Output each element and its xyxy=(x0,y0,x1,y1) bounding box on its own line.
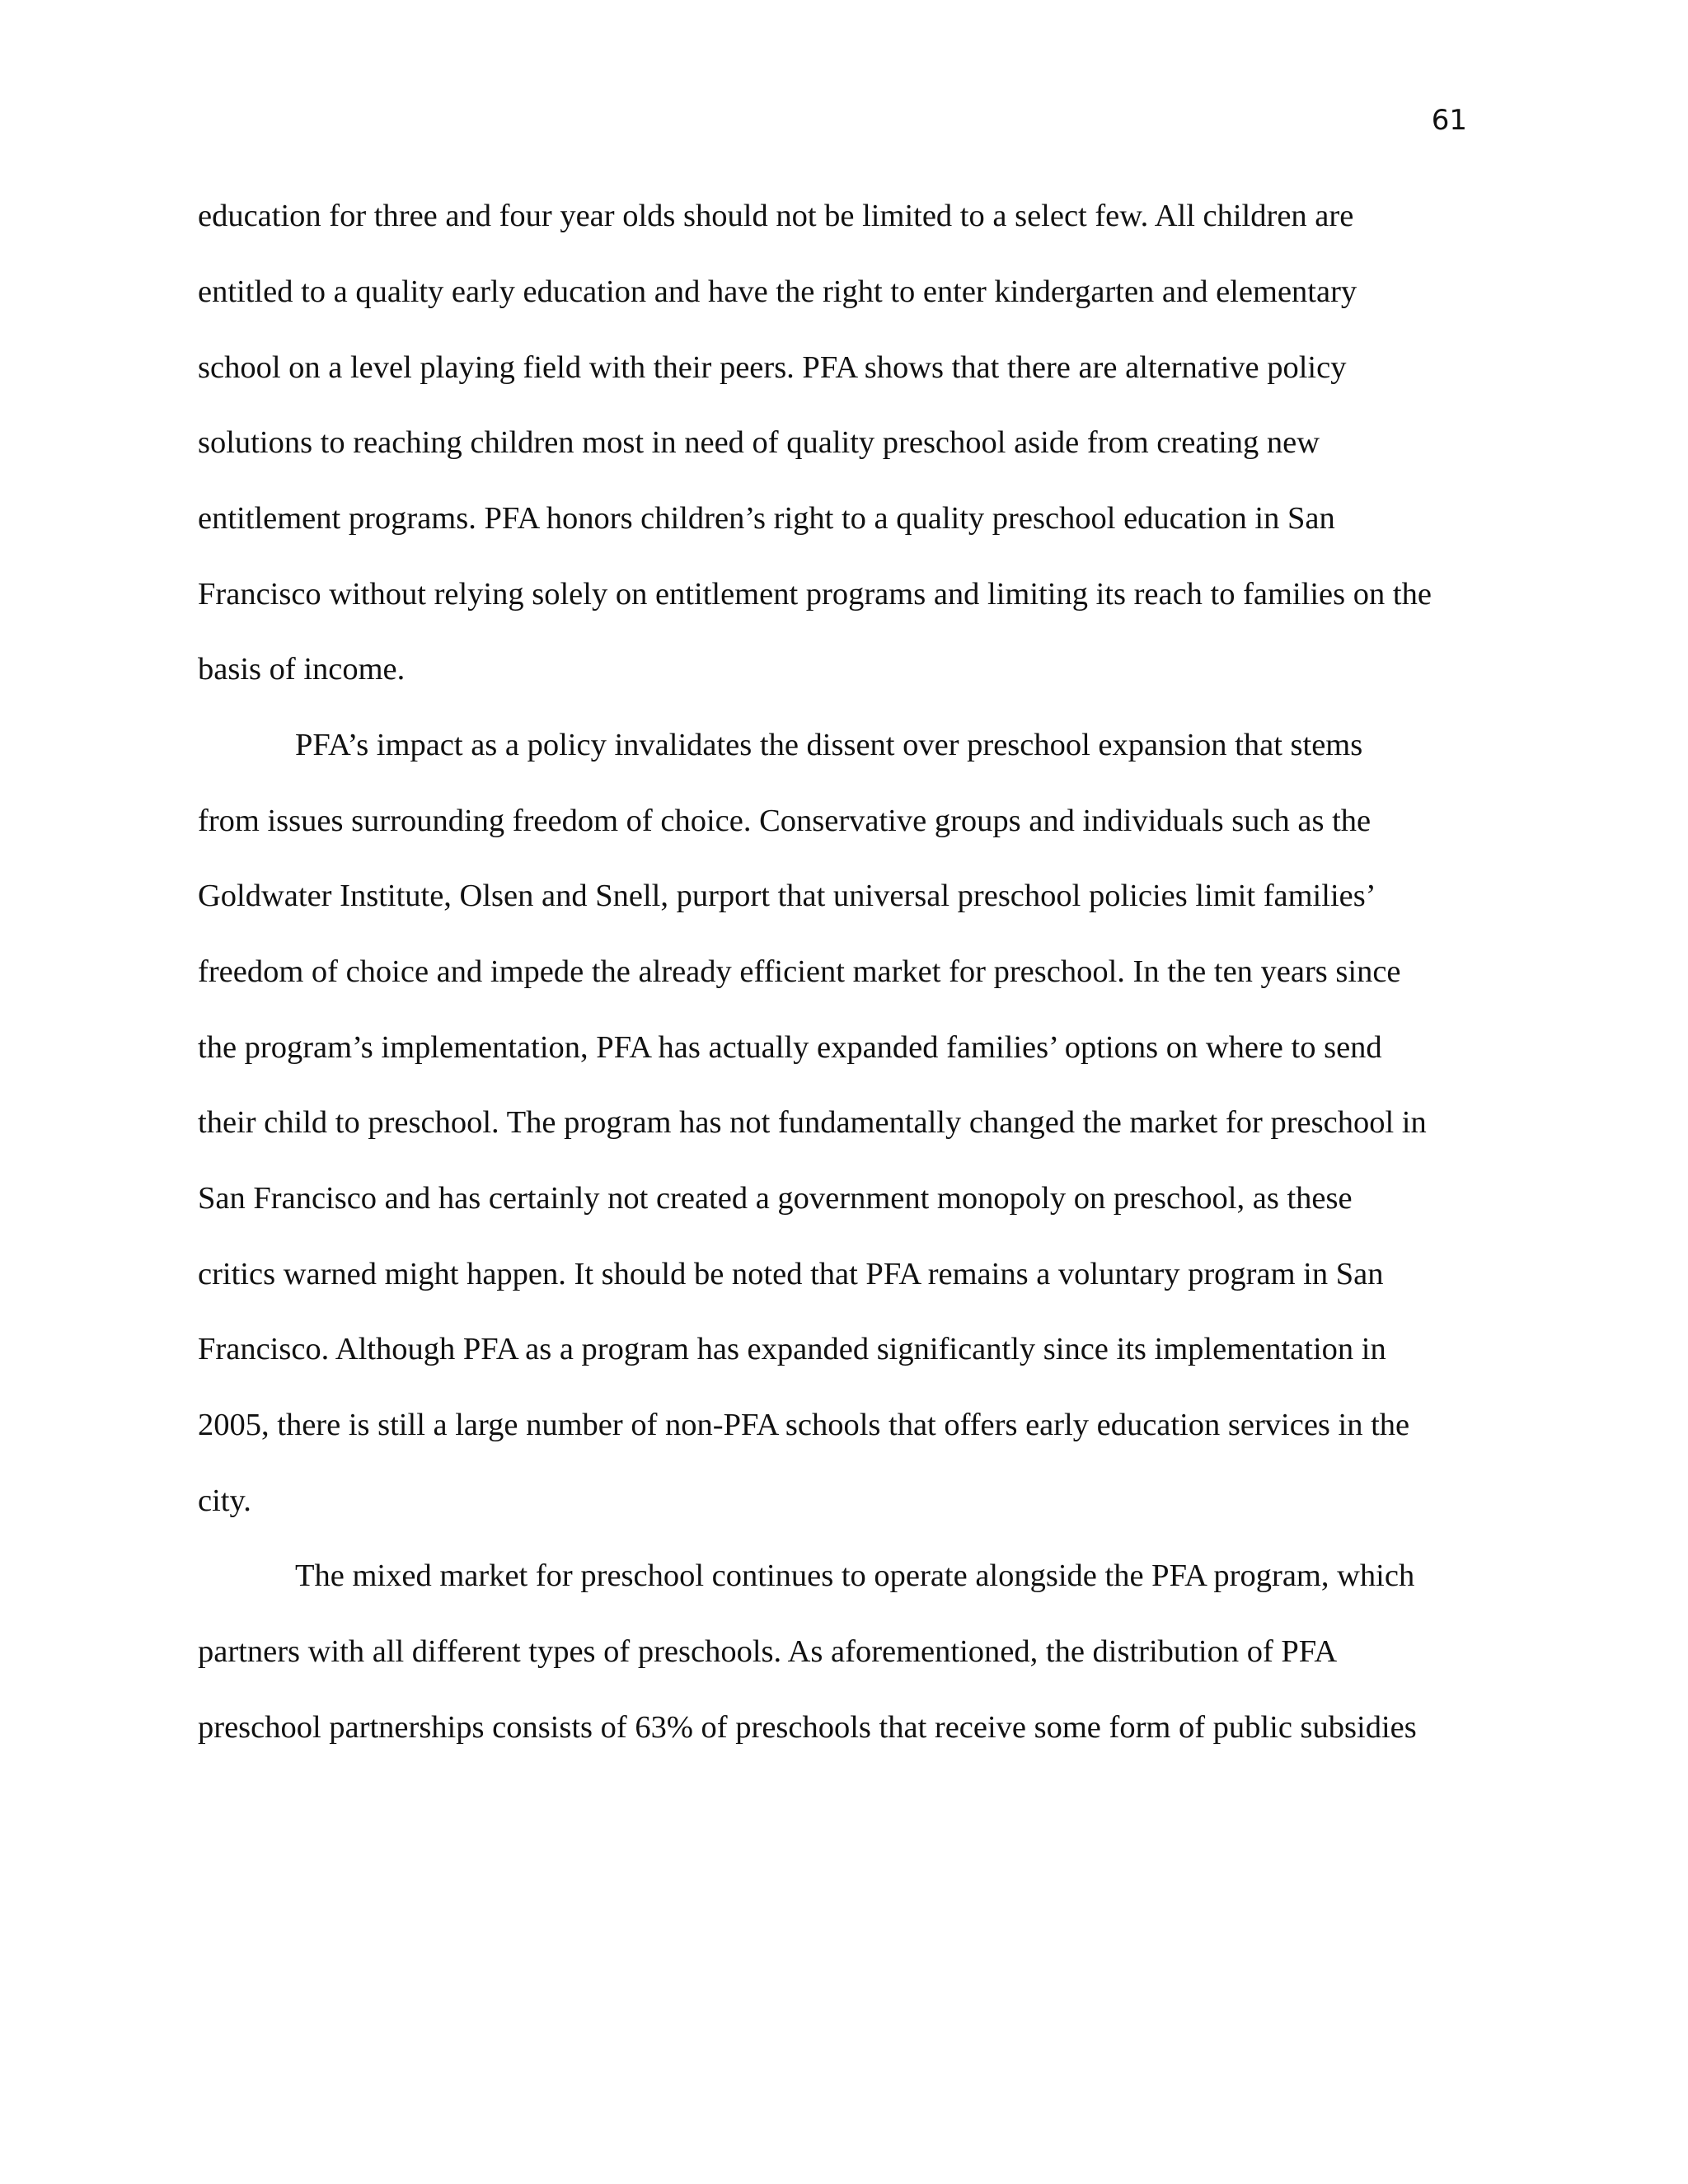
text-line: from issues surrounding freedom of choice. Conservative groups and individuals such as the xyxy=(198,804,1372,838)
text-line: Francisco. Although PFA as a program has expanded significantly since its implementation in xyxy=(198,1332,1386,1366)
text-line: Goldwater Institute, Olsen and Snell, purport that universal preschool policies limit families’ xyxy=(198,879,1376,913)
text-line: 2005, there is still a large number of non-PFA schools that offers early education services in the xyxy=(198,1408,1410,1442)
text-line: freedom of choice and impede the already efficient market for preschool. In the ten years since xyxy=(198,954,1401,989)
text-line: Francisco without relying solely on entitlement programs and limiting its reach to families on the xyxy=(198,577,1432,612)
text-line: critics warned might happen. It should be noted that PFA remains a voluntary program in San xyxy=(198,1257,1384,1291)
text-line: the program’s implementation, PFA has actually expanded families’ options on where to send xyxy=(198,1030,1382,1065)
text-line: city. xyxy=(198,1483,251,1518)
text-line: entitled to a quality early education and have the right to enter kindergarten and elementary xyxy=(198,274,1357,309)
text-line: The mixed market for preschool continues to operate alongside the PFA program, which xyxy=(295,1558,1415,1593)
text-line: San Francisco and has certainly not created a government monopoly on preschool, as these xyxy=(198,1181,1353,1216)
text-line: their child to preschool. The program has not fundamentally changed the market for preschool in xyxy=(198,1105,1427,1140)
page-number: 61 xyxy=(1431,104,1467,137)
text-line: PFA’s impact as a policy invalidates the dissent over preschool expansion that stems xyxy=(295,728,1363,762)
text-line: preschool partnerships consists of 63% of preschools that receive some form of public subsidies xyxy=(198,1710,1417,1745)
text-line: education for three and four year olds should not be limited to a select few. All children are xyxy=(198,199,1354,233)
text-line: basis of income. xyxy=(198,652,406,687)
text-line: entitlement programs. PFA honors children’s right to a quality preschool education in San xyxy=(198,501,1335,536)
text-line: school on a level playing field with their peers. PFA shows that there are alternative policy xyxy=(198,350,1347,385)
text-line: partners with all different types of preschools. As aforementioned, the distribution of PFA xyxy=(198,1634,1338,1669)
text-line: solutions to reaching children most in need of quality preschool aside from creating new xyxy=(198,425,1320,460)
